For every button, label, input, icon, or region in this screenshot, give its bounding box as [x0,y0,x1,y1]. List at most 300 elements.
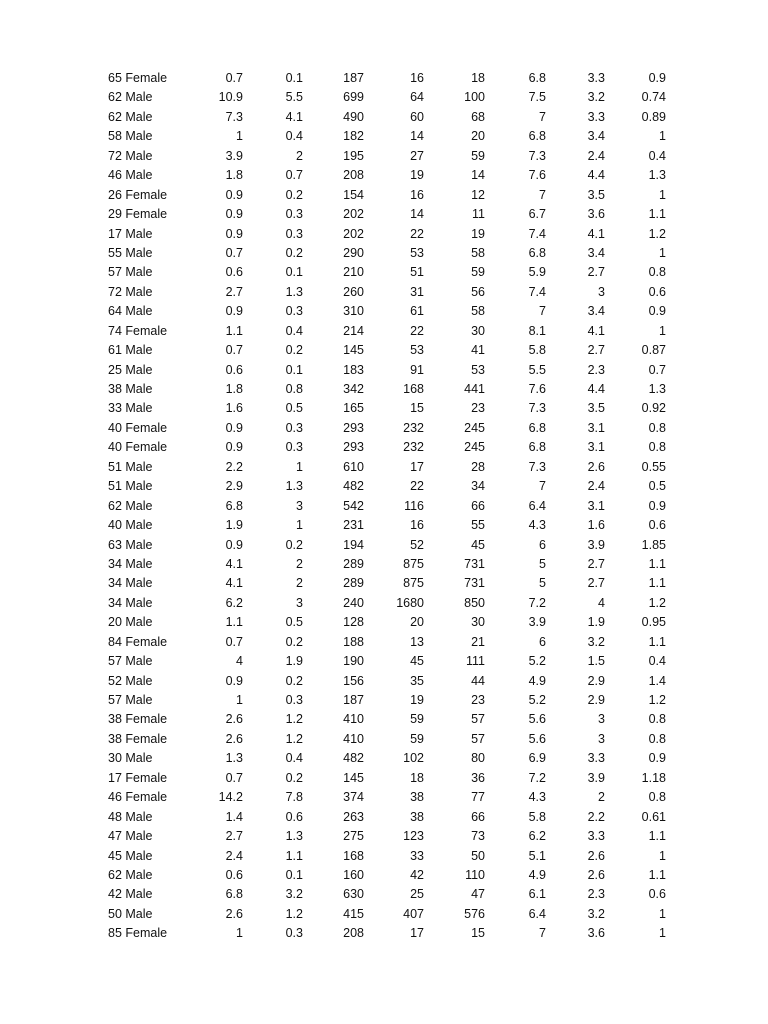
table-row [0,186,768,205]
numeric-cell: 7 [539,187,546,202]
numeric-cell: 42 [410,867,424,882]
numeric-cell: 4 [598,595,605,610]
table-row [0,147,768,166]
numeric-cell: 208 [343,926,364,941]
gender-value: Female [125,712,168,727]
numeric-cell: 0.4 [648,148,666,163]
numeric-cell: 7 [539,479,546,494]
numeric-cell: 245 [464,420,485,435]
gender-value: Male [125,90,153,105]
age-gender-cell [108,555,152,574]
numeric-cell: 0.9 [648,498,666,513]
numeric-cell: 630 [343,887,364,902]
gender-value: Female [125,323,168,338]
numeric-cell: 3.3 [587,109,605,124]
numeric-cell: 30 [471,615,485,630]
numeric-cell: 12 [471,187,485,202]
numeric-cell: 240 [343,595,364,610]
age-value: 62 [108,90,122,105]
numeric-cell: 195 [343,148,364,163]
numeric-cell: 194 [343,537,364,552]
age-gender-cell [108,924,167,943]
gender-value: Female [125,790,168,805]
numeric-cell: 156 [343,673,364,688]
numeric-cell: 542 [343,498,364,513]
numeric-cell: 3 [598,284,605,299]
age-value: 34 [108,556,122,571]
age-gender-cell [108,341,152,360]
age-gender-cell [108,808,152,827]
age-gender-cell [108,769,167,788]
gender-value: Male [125,809,153,824]
table-row [0,69,768,88]
numeric-cell: 145 [343,343,364,358]
numeric-cell: 2.9 [587,673,605,688]
numeric-cell: 875 [403,576,424,591]
age-gender-cell [108,127,152,146]
numeric-cell: 0.1 [285,867,303,882]
age-value: 51 [108,479,122,494]
numeric-cell: 1.85 [641,537,666,552]
numeric-cell: 1.2 [285,731,303,746]
age-gender-cell [108,438,167,457]
numeric-cell: 51 [410,265,424,280]
gender-value: Female [125,731,168,746]
numeric-cell: 0.7 [225,71,243,85]
numeric-cell: 7.3 [528,148,546,163]
numeric-cell: 4.3 [528,790,546,805]
numeric-cell: 2.6 [587,459,605,474]
numeric-cell: 0.2 [285,537,303,552]
numeric-cell: 188 [343,634,364,649]
numeric-cell: 1 [296,518,303,533]
gender-value: Male [125,751,153,766]
age-gender-cell [108,458,152,477]
numeric-cell: 4 [236,654,243,669]
gender-value: Male [125,304,153,319]
numeric-cell: 0.9 [225,420,243,435]
numeric-cell: 1.2 [648,595,666,610]
numeric-cell: 47 [471,887,485,902]
numeric-cell: 1.9 [587,615,605,630]
numeric-cell: 56 [471,284,485,299]
age-value: 25 [108,362,122,377]
table-row [0,808,768,827]
gender-value: Male [125,556,153,571]
table-row [0,497,768,516]
gender-value: Male [125,887,153,902]
numeric-cell: 6 [539,634,546,649]
numeric-cell: 0.6 [648,284,666,299]
numeric-cell: 1.3 [648,382,666,396]
numeric-cell: 0.3 [285,207,303,222]
numeric-cell: 1.1 [648,576,666,591]
numeric-cell: 1 [659,323,666,338]
numeric-cell: 7.4 [528,226,546,241]
numeric-cell: 52 [410,537,424,552]
numeric-cell: 1.2 [648,226,666,241]
gender-value: Male [125,265,153,280]
numeric-cell: 100 [464,90,485,105]
numeric-cell: 1 [659,906,666,921]
age-gender-cell [108,788,167,807]
numeric-cell: 4.3 [528,518,546,533]
numeric-cell: 310 [343,304,364,319]
numeric-cell: 61 [410,304,424,319]
age-gender-cell [108,69,167,88]
numeric-cell: 35 [410,673,424,688]
numeric-cell: 1.1 [648,634,666,649]
numeric-cell: 289 [343,556,364,571]
numeric-cell: 2.2 [587,809,605,824]
numeric-cell: 3.4 [587,129,605,144]
numeric-cell: 3.9 [587,537,605,552]
numeric-cell: 0.74 [641,90,666,105]
age-value: 45 [108,848,122,863]
numeric-cell: 7 [539,304,546,319]
age-value: 61 [108,343,122,358]
numeric-cell: 7.4 [528,284,546,299]
numeric-cell: 0.6 [648,518,666,533]
numeric-cell: 4.4 [587,168,605,183]
numeric-cell: 5.5 [528,362,546,377]
numeric-cell: 18 [471,71,485,85]
numeric-cell: 0.5 [285,401,303,416]
numeric-cell: 0.3 [285,440,303,455]
age-value: 57 [108,693,122,707]
numeric-cell: 3.5 [587,401,605,416]
numeric-cell: 2.6 [225,712,243,727]
numeric-cell: 1 [236,926,243,941]
table-row [0,769,768,788]
table-row [0,672,768,691]
numeric-cell: 2.3 [587,362,605,377]
numeric-cell: 145 [343,770,364,785]
numeric-cell: 1.1 [648,829,666,844]
table-row [0,127,768,146]
table-row [0,302,768,321]
numeric-cell: 0.7 [225,634,243,649]
table-row [0,166,768,185]
age-value: 84 [108,634,122,649]
numeric-cell: 5.8 [528,343,546,358]
numeric-cell: 3.6 [587,207,605,222]
age-gender-cell [108,263,152,282]
gender-value: Male [125,245,153,260]
table-row [0,924,768,943]
table-row [0,205,768,224]
numeric-cell: 1.2 [648,693,666,707]
numeric-cell: 15 [471,926,485,941]
gender-value: Male [125,459,153,474]
numeric-cell: 0.92 [641,401,666,416]
table-row [0,536,768,555]
numeric-cell: 30 [471,323,485,338]
numeric-cell: 25 [410,887,424,902]
age-value: 38 [108,731,122,746]
age-value: 57 [108,654,122,669]
numeric-cell: 45 [471,537,485,552]
numeric-cell: 6.4 [528,498,546,513]
numeric-cell: 0.8 [648,731,666,746]
numeric-cell: 6.2 [528,829,546,844]
numeric-cell: 4.1 [587,226,605,241]
numeric-cell: 17 [410,459,424,474]
table-row [0,847,768,866]
table-row [0,866,768,885]
numeric-cell: 0.9 [225,673,243,688]
numeric-cell: 3.1 [587,420,605,435]
numeric-cell: 36 [471,770,485,785]
age-gender-cell [108,594,152,613]
age-value: 50 [108,906,122,921]
numeric-cell: 7 [539,926,546,941]
numeric-cell: 4.1 [225,576,243,591]
numeric-cell: 44 [471,673,485,688]
gender-value: Female [125,71,168,85]
numeric-cell: 3.3 [587,751,605,766]
numeric-cell: 0.7 [225,770,243,785]
table-row [0,749,768,768]
numeric-cell: 0.8 [648,712,666,727]
numeric-cell: 731 [464,576,485,591]
numeric-cell: 6 [539,537,546,552]
table-row [0,574,768,593]
numeric-cell: 202 [343,207,364,222]
age-value: 38 [108,712,122,727]
numeric-cell: 190 [343,654,364,669]
numeric-cell: 1.1 [648,867,666,882]
numeric-cell: 2 [598,790,605,805]
numeric-cell: 490 [343,109,364,124]
numeric-cell: 1.1 [225,615,243,630]
numeric-cell: 0.8 [648,440,666,455]
numeric-cell: 0.4 [285,323,303,338]
numeric-cell: 5.2 [528,654,546,669]
gender-value: Male [125,226,153,241]
numeric-cell: 50 [471,848,485,863]
age-value: 47 [108,829,122,844]
numeric-cell: 3.2 [587,906,605,921]
numeric-cell: 0.4 [285,129,303,144]
age-value: 62 [108,109,122,124]
numeric-cell: 2.7 [587,265,605,280]
numeric-cell: 68 [471,109,485,124]
numeric-cell: 160 [343,867,364,882]
numeric-cell: 57 [471,712,485,727]
numeric-cell: 4.4 [587,382,605,396]
numeric-cell: 245 [464,440,485,455]
age-value: 40 [108,518,122,533]
table-row [0,477,768,496]
numeric-cell: 182 [343,129,364,144]
numeric-cell: 1.1 [285,848,303,863]
age-gender-cell [108,516,152,535]
gender-value: Male [125,284,153,299]
numeric-cell: 5.6 [528,731,546,746]
table-row [0,594,768,613]
numeric-cell: 232 [403,440,424,455]
numeric-cell: 2 [296,148,303,163]
age-gender-cell [108,730,167,749]
numeric-cell: 7.2 [528,770,546,785]
age-gender-cell [108,574,152,593]
numeric-cell: 1.2 [285,906,303,921]
numeric-cell: 1 [659,129,666,144]
numeric-cell: 0.8 [648,420,666,435]
gender-value: Male [125,129,153,144]
numeric-cell: 1.1 [225,323,243,338]
numeric-cell: 3.2 [587,90,605,105]
numeric-cell: 3 [296,595,303,610]
numeric-cell: 3.4 [587,245,605,260]
numeric-cell: 1680 [396,595,424,610]
numeric-cell: 123 [403,829,424,844]
numeric-cell: 2 [296,556,303,571]
table-row [0,108,768,127]
gender-value: Male [125,498,153,513]
numeric-cell: 5.5 [285,90,303,105]
numeric-cell: 10.9 [218,90,243,105]
age-value: 30 [108,751,122,766]
gender-value: Male [125,382,153,396]
age-gender-cell [108,847,152,866]
age-gender-cell [108,380,152,399]
numeric-cell: 7.2 [528,595,546,610]
age-value: 65 [108,71,122,85]
numeric-cell: 2.7 [225,284,243,299]
numeric-cell: 3.9 [528,615,546,630]
age-value: 34 [108,576,122,591]
numeric-cell: 2.2 [225,459,243,474]
age-value: 64 [108,304,122,319]
numeric-cell: 289 [343,576,364,591]
numeric-cell: 6.8 [225,498,243,513]
numeric-cell: 0.1 [285,362,303,377]
numeric-cell: 1.1 [648,207,666,222]
gender-value: Male [125,479,153,494]
numeric-cell: 77 [471,790,485,805]
table-row [0,419,768,438]
age-gender-cell [108,225,152,244]
numeric-cell: 0.4 [648,654,666,669]
numeric-cell: 0.5 [285,615,303,630]
numeric-cell: 290 [343,245,364,260]
numeric-cell: 1.18 [641,770,666,785]
gender-value: Female [125,207,168,222]
numeric-cell: 21 [471,634,485,649]
numeric-cell: 7.6 [528,168,546,183]
numeric-cell: 3.3 [587,829,605,844]
numeric-cell: 14 [410,129,424,144]
numeric-cell: 0.9 [648,751,666,766]
numeric-cell: 18 [410,770,424,785]
numeric-cell: 0.55 [641,459,666,474]
numeric-cell: 1 [236,129,243,144]
numeric-cell: 6.4 [528,906,546,921]
numeric-cell: 28 [471,459,485,474]
table-row [0,225,768,244]
numeric-cell: 14 [410,207,424,222]
numeric-cell: 13 [410,634,424,649]
numeric-cell: 58 [471,304,485,319]
numeric-cell: 1.6 [225,401,243,416]
numeric-cell: 0.5 [648,479,666,494]
numeric-cell: 102 [403,751,424,766]
numeric-cell: 6.9 [528,751,546,766]
gender-value: Male [125,906,153,921]
numeric-cell: 875 [403,556,424,571]
numeric-cell: 2.7 [587,556,605,571]
numeric-cell: 3.2 [587,634,605,649]
gender-value: Female [125,440,168,455]
age-value: 62 [108,867,122,882]
numeric-cell: 0.6 [225,362,243,377]
table-row [0,691,768,710]
numeric-cell: 0.9 [648,304,666,319]
numeric-cell: 58 [471,245,485,260]
table-row [0,516,768,535]
age-gender-cell [108,477,152,496]
numeric-cell: 3 [598,731,605,746]
table-row [0,399,768,418]
numeric-cell: 3.2 [285,887,303,902]
numeric-cell: 59 [471,265,485,280]
table-row [0,263,768,282]
numeric-cell: 699 [343,90,364,105]
numeric-cell: 0.7 [648,362,666,377]
numeric-cell: 27 [410,148,424,163]
age-value: 74 [108,323,122,338]
numeric-cell: 0.2 [285,187,303,202]
numeric-cell: 5 [539,556,546,571]
numeric-cell: 263 [343,809,364,824]
age-gender-cell [108,866,152,885]
numeric-cell: 0.9 [648,71,666,85]
numeric-cell: 66 [471,498,485,513]
numeric-cell: 0.6 [285,809,303,824]
numeric-cell: 2.4 [587,479,605,494]
numeric-cell: 6.8 [528,129,546,144]
numeric-cell: 38 [410,809,424,824]
age-value: 52 [108,673,122,688]
age-value: 57 [108,265,122,280]
table-row [0,885,768,904]
numeric-cell: 415 [343,906,364,921]
numeric-cell: 187 [343,71,364,85]
numeric-cell: 4.1 [285,109,303,124]
numeric-cell: 64 [410,90,424,105]
numeric-cell: 3 [598,712,605,727]
gender-value: Male [125,576,153,591]
numeric-cell: 6.7 [528,207,546,222]
numeric-cell: 0.3 [285,693,303,707]
numeric-cell: 53 [471,362,485,377]
numeric-cell: 0.2 [285,634,303,649]
gender-value: Male [125,673,153,688]
numeric-cell: 154 [343,187,364,202]
numeric-cell: 0.3 [285,304,303,319]
numeric-cell: 0.1 [285,265,303,280]
age-gender-cell [108,108,152,127]
numeric-cell: 0.2 [285,673,303,688]
numeric-cell: 8.1 [528,323,546,338]
age-value: 85 [108,926,122,941]
numeric-cell: 1.9 [285,654,303,669]
numeric-cell: 0.9 [225,187,243,202]
numeric-cell: 3.9 [225,148,243,163]
numeric-cell: 66 [471,809,485,824]
